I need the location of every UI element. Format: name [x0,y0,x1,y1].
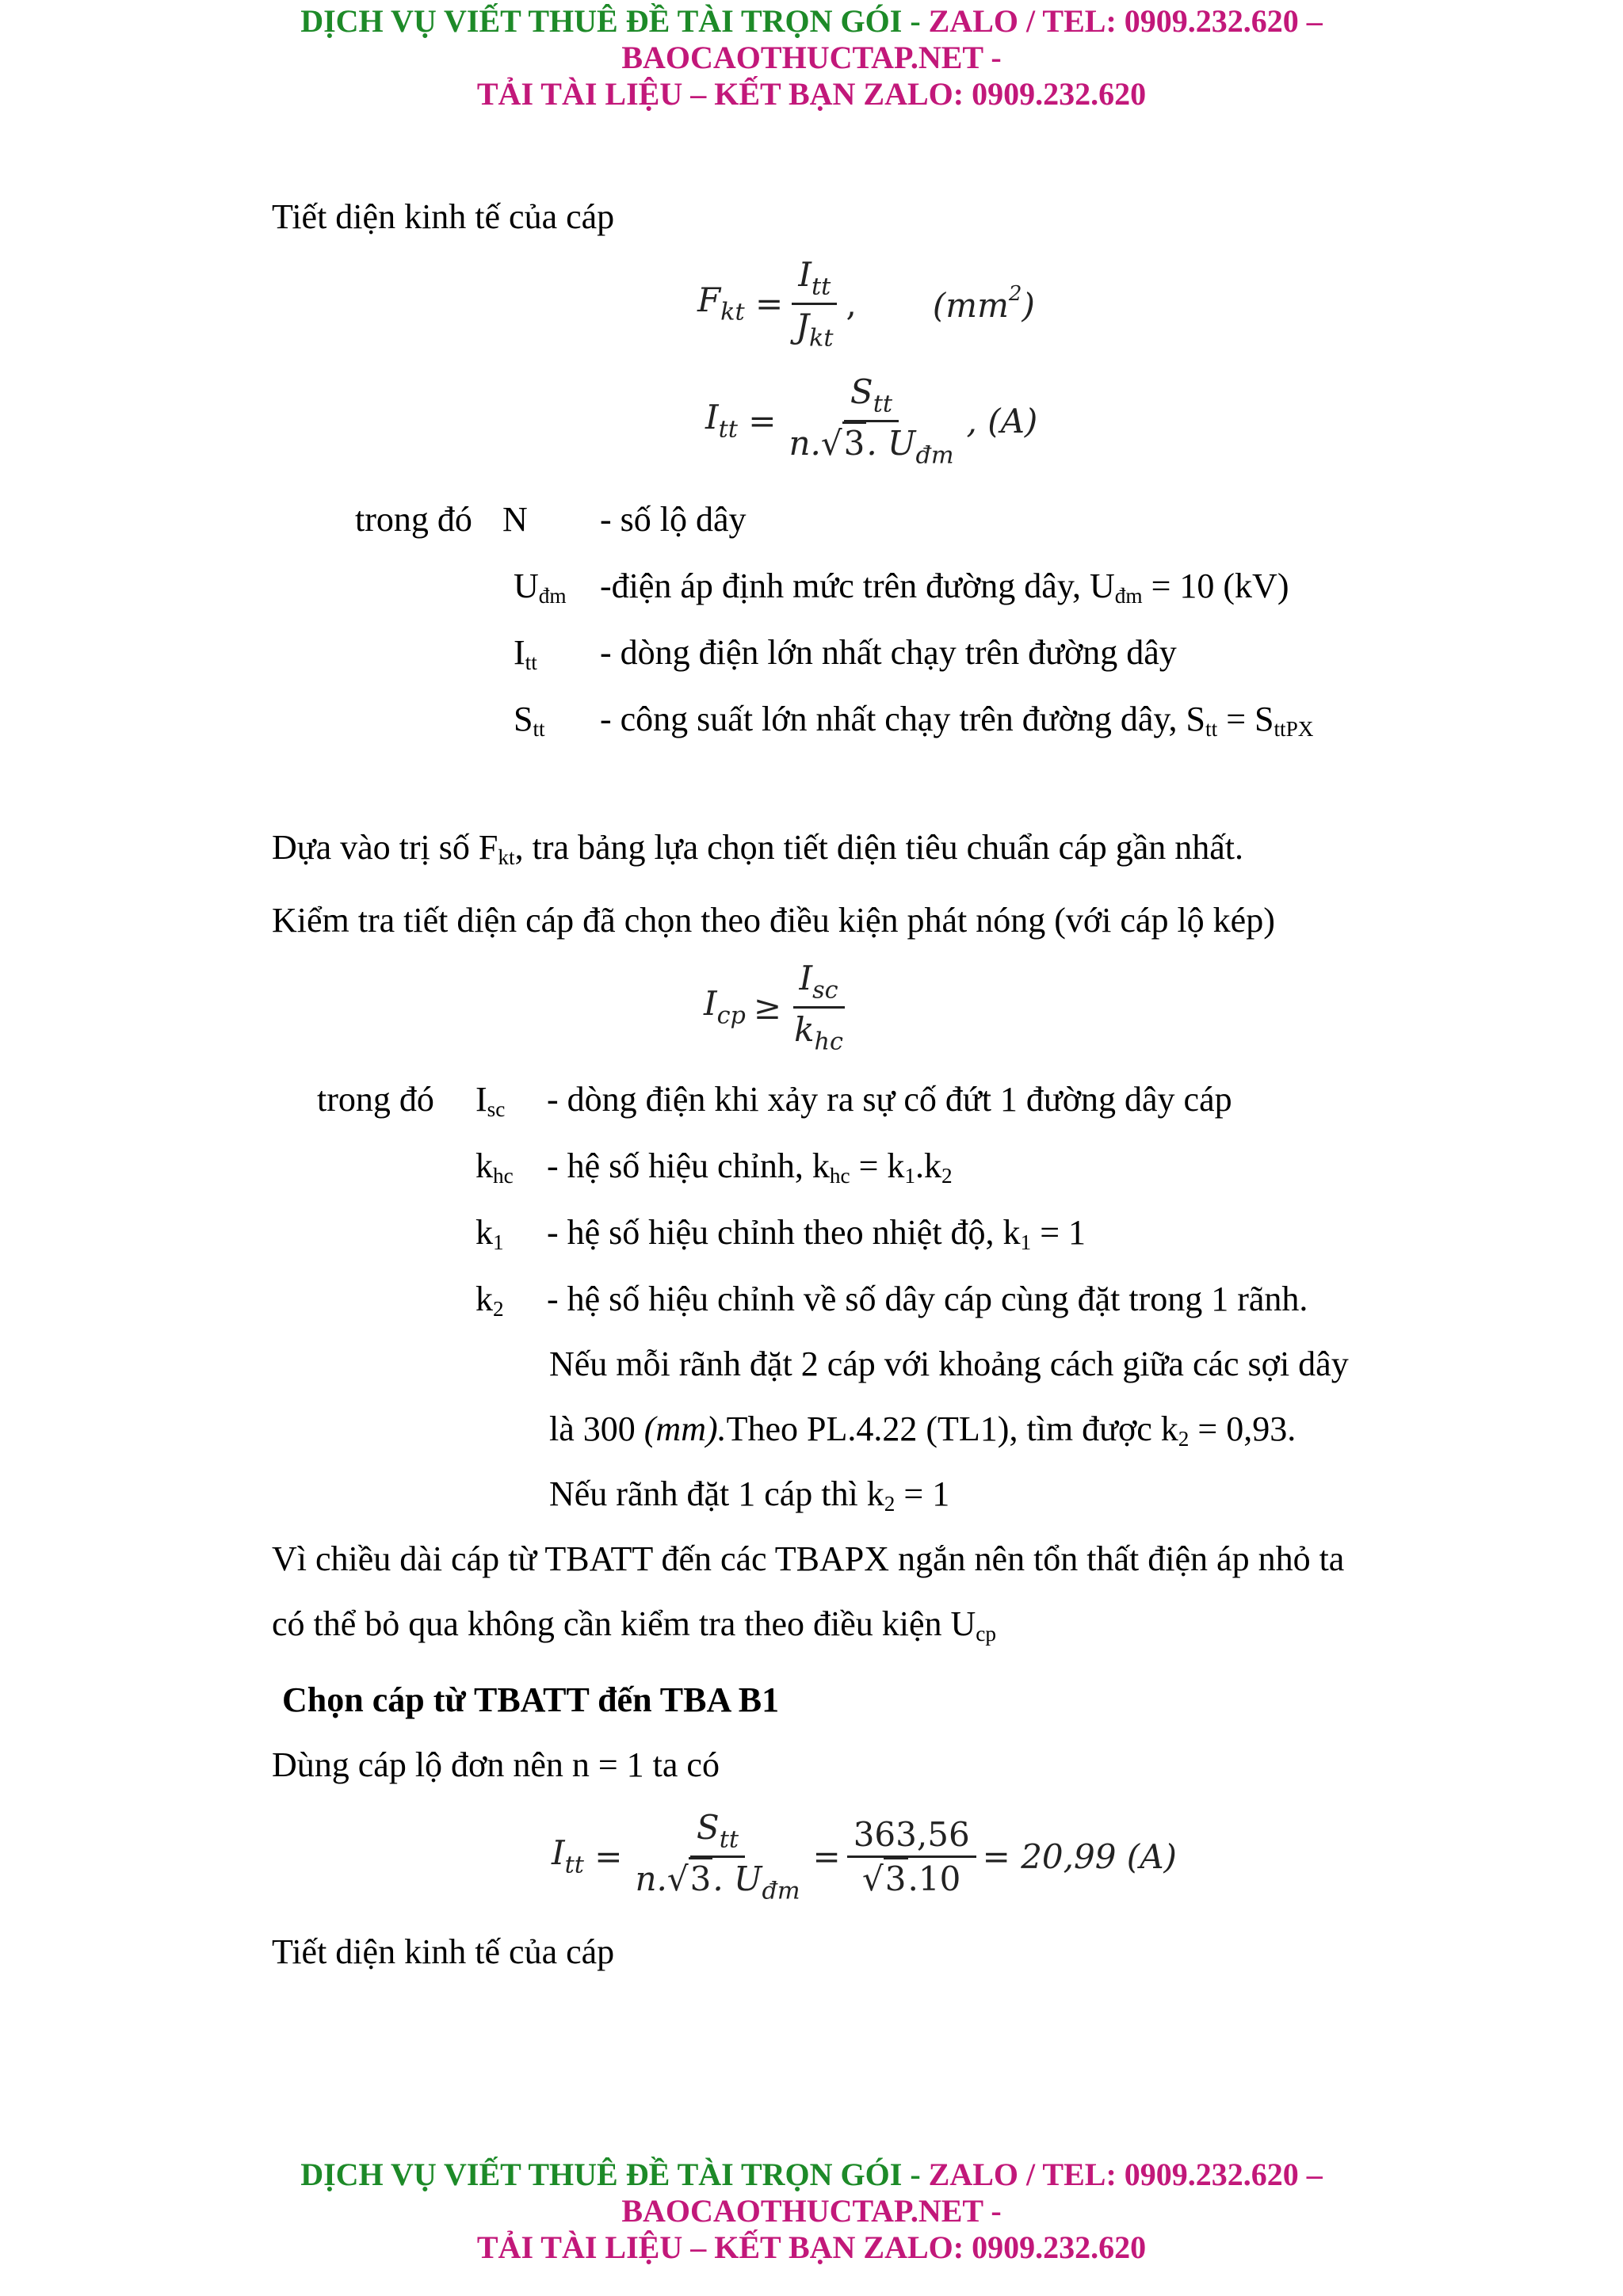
paragraph-economic-section-2: Tiết diện kinh tế của cáp [272,1932,615,1971]
def2-cont-2: là 300 (mm).Theo PL.4.22 (TL1), tìm được $k_2 = 0,93$. [549,1409,1296,1451]
header-line-1: DỊCH VỤ VIẾT THUÊ ĐỀ TÀI TRỌN GÓI - ZALO / TEL: 0909.232.620 – [300,3,1323,39]
def2-cont-3: Nếu rãnh đặt 1 cáp thì $k_2 = 1$ [549,1474,950,1516]
def2-desc-k1: - hệ số hiệu chỉnh theo nhiệt độ, $k_1 = 1$ [547,1213,1086,1254]
def1-sym-udm: $U_{đm}$ [514,566,567,608]
def2-intro: trong đó [317,1080,434,1119]
paragraph-voltage-loss-1: Vì chiều dài cáp từ TBATT đến các TBAPX ngắn nên tổn thất điện áp nhỏ ta [272,1539,1345,1578]
def2-desc-isc: - dòng điện khi xảy ra sự cố đứt 1 đường dây cáp [547,1080,1232,1119]
footer-banner [0,2157,1623,2266]
equation-itt-b1: $I_{tt}$ = $\frac{S_{tt}}{n.√3. U_{đm}}$ = $\frac{363,56}{√3.10}$ = 20,99 (A) [552,1808,1177,1905]
section-heading: Chọn cáp từ TBATT đến TBA B1 [282,1680,780,1719]
paragraph-single-cable: Dùng cáp lộ đơn nên n = 1 ta có [272,1745,720,1784]
header-line-2: BAOCAOTHUCTAP.NET - [621,40,1002,75]
def1-desc-udm: -điện áp định mức trên đường dây, $U_{đm} = 10$ (kV) [600,566,1289,608]
equation-fkt: $F_{kt}$ = $\frac{I_{tt}}{J_{kt}}$ , $(mm^2)$ [697,255,1035,353]
def1-sym-itt: $I_{tt}$ [514,633,537,674]
def2-sym-isc: $I_{sc}$ [475,1080,506,1121]
paragraph-economic-section: Tiết diện kinh tế của cáp [272,197,615,236]
def2-sym-khc: $k_{hc}$ [475,1146,514,1188]
footer-line-2: BAOCAOTHUCTAP.NET - [621,2193,1002,2229]
equation-icp: $I_{cp}$ ≥ $\frac{I_{sc}}{k_{hc}}$ [704,959,843,1056]
def1-intro: trong đó [355,500,472,539]
def1-sym-stt: $S_{tt}$ [514,700,545,741]
def2-cont-1: Nếu mỗi rãnh đặt 2 cáp với khoảng cách giữa các sợi dây [549,1344,1349,1383]
def2-sym-k2: $k_2$ [475,1280,504,1321]
def1-desc-itt: - dòng điện lớn nhất chạy trên đường dây [600,633,1177,672]
header-line-3: TẢI TÀI LIỆU – KẾT BẠN ZALO: 0909.232.620 [476,76,1147,112]
def2-desc-k2: - hệ số hiệu chỉnh về số dây cáp cùng đặt trong 1 rãnh. [547,1280,1308,1318]
def2-sym-k1: $k_1$ [475,1213,504,1254]
def1-desc-n: - số lộ dây [600,500,747,539]
paragraph-voltage-loss-2: có thể bỏ qua không cần kiểm tra theo điều kiện $U_{cp}$ [272,1604,997,1646]
footer-line-1: DỊCH VỤ VIẾT THUÊ ĐỀ TÀI TRỌN GÓI - ZALO / TEL: 0909.232.620 – [300,2157,1323,2192]
equation-itt: $I_{tt}$ = $\frac{S_{tt}}{n.√3. U_{đm}}$ , (A) [705,372,1038,470]
paragraph-fkt-lookup: Dựa vào trị số $F_{kt}$, tra bảng lựa chọn tiết diện tiêu chuẩn cáp gần nhất. [272,828,1244,869]
def1-desc-stt: - công suất lớn nhất chạy trên đường dây, $S_{tt} = S_{ttPX}$ [600,700,1314,741]
paragraph-heat-check: Kiểm tra tiết diện cáp đã chọn theo điều kiện phát nóng (với cáp lộ kép) [272,901,1275,940]
def1-sym-n: N [502,500,528,539]
def2-desc-khc: - hệ số hiệu chỉnh, $k_{hc} = k_1.k_2$ [547,1146,953,1188]
footer-line-3: TẢI TÀI LIỆU – KẾT BẠN ZALO: 0909.232.620 [476,2229,1147,2265]
header-banner [0,3,1623,113]
